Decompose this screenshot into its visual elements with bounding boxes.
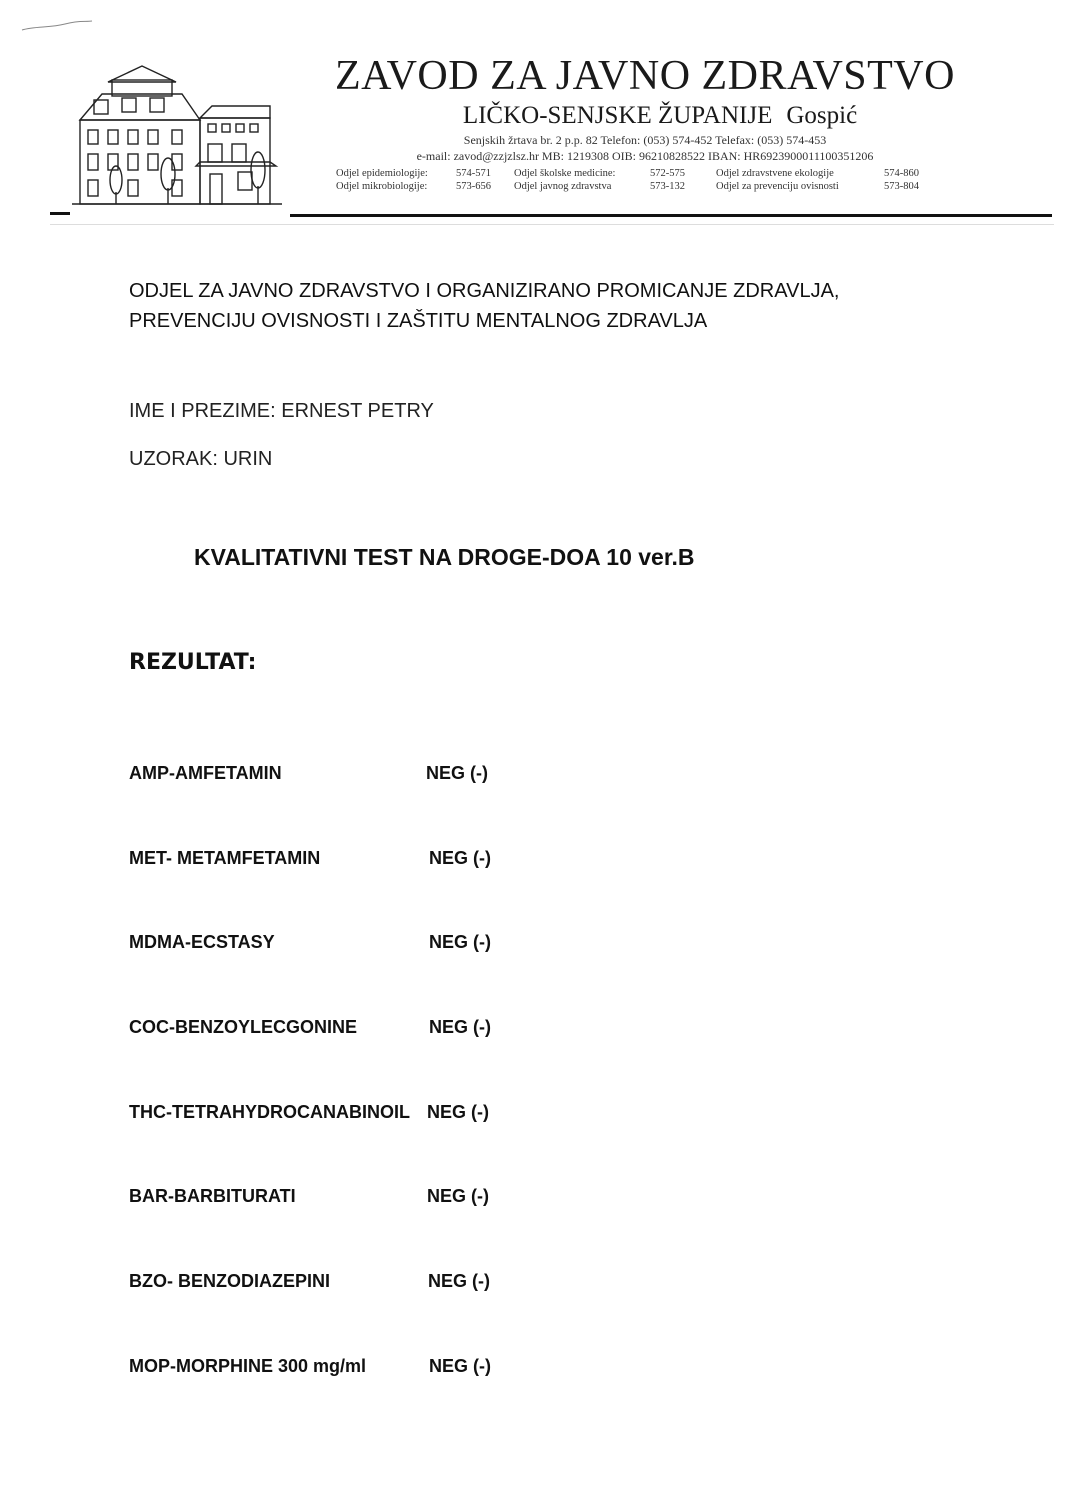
department-name: Odjel epidemiologije: bbox=[336, 168, 428, 179]
drug-name: THC-TETRAHYDROCANABINOIL bbox=[129, 1102, 410, 1122]
result-row bbox=[129, 848, 549, 872]
result-heading: REZULTAT: bbox=[129, 650, 257, 675]
department-phone: 573-656 bbox=[456, 181, 491, 192]
department-phone: 574-571 bbox=[456, 168, 491, 179]
drug-name: MET- METAMFETAMIN bbox=[129, 848, 321, 868]
drug-result: NEG (-) bbox=[427, 1186, 489, 1206]
department-phone-row bbox=[336, 167, 919, 180]
patient-name: IME I PREZIME: ERNEST PETRY bbox=[129, 400, 434, 422]
drug-name: BAR-BARBITURATI bbox=[129, 1186, 296, 1206]
department-name: Odjel školske medicine: bbox=[514, 168, 616, 179]
result-row bbox=[129, 1356, 549, 1380]
drug-result: NEG (-) bbox=[429, 848, 491, 868]
sample-type: UZORAK: URIN bbox=[129, 448, 273, 470]
drug-result: NEG (-) bbox=[429, 1017, 491, 1037]
drug-result: NEG (-) bbox=[428, 1271, 490, 1291]
department-phone: 574-860 bbox=[884, 168, 919, 179]
drug-name: MOP-MORPHINE 300 mg/ml bbox=[129, 1356, 367, 1376]
department-name: Odjel mikrobiologije: bbox=[336, 181, 428, 192]
city-name: Gospić bbox=[786, 102, 858, 129]
department-heading bbox=[129, 276, 839, 336]
drug-name: MDMA-ECSTASY bbox=[129, 932, 275, 952]
result-row bbox=[129, 1017, 549, 1041]
result-row bbox=[129, 763, 549, 787]
drug-result: NEG (-) bbox=[427, 1102, 489, 1122]
drug-result: NEG (-) bbox=[429, 1356, 491, 1376]
building-logo-icon bbox=[72, 62, 282, 208]
drug-name: BZO- BENZODIAZEPINI bbox=[129, 1271, 330, 1291]
institution-subtitle bbox=[290, 102, 1030, 130]
department-heading-line-1: ODJEL ZA JAVNO ZDRAVSTVO I ORGANIZIRANO PROMICANJE ZDRAVLJA, bbox=[129, 280, 840, 302]
department-phone: 572-575 bbox=[650, 168, 685, 179]
drug-name: AMP-AMFETAMIN bbox=[129, 763, 282, 783]
result-row bbox=[129, 1102, 549, 1126]
contact-line-1: Senjskih žrtava br. 2 p.p. 82 Telefon: (053) 574-452 Telefax: (053) 574-453 bbox=[463, 133, 827, 147]
result-row bbox=[129, 1271, 549, 1295]
department-phone: 573-132 bbox=[650, 181, 685, 192]
department-name: Odjel za prevenciju ovisnosti bbox=[716, 181, 839, 192]
header-rule-short bbox=[50, 212, 70, 215]
department-phone-list bbox=[336, 167, 919, 193]
contact-line-2: e-mail: zavod@zzjzlsz.hr MB: 1219308 OIB: 96210828522 IBAN: HR6923900011100351206 bbox=[416, 149, 874, 163]
institution-title: ZAVOD ZA JAVNO ZDRAVSTVO bbox=[335, 53, 955, 99]
result-row bbox=[129, 932, 549, 956]
drug-result: NEG (-) bbox=[429, 932, 491, 952]
header-rule bbox=[290, 214, 1052, 217]
department-heading-line-2: PREVENCIJU OVISNOSTI I ZAŠTITU MENTALNOG ZDRAVLJA bbox=[129, 310, 708, 332]
department-phone-row bbox=[336, 180, 919, 193]
test-title: KVALITATIVNI TEST NA DROGE-DOA 10 ver.B bbox=[194, 544, 695, 570]
drug-name: COC-BENZOYLECGONINE bbox=[129, 1017, 358, 1037]
result-row bbox=[129, 1186, 549, 1210]
department-name: Odjel zdravstvene ekologije bbox=[716, 168, 834, 179]
department-phone: 573-804 bbox=[884, 181, 919, 192]
pen-scribble-mark bbox=[20, 16, 100, 36]
county-name: LIČKO-SENJSKE ŽUPANIJE bbox=[462, 102, 773, 129]
drug-result: NEG (-) bbox=[426, 763, 488, 783]
header-rule-faint bbox=[50, 224, 1054, 225]
department-name: Odjel javnog zdravstva bbox=[514, 181, 612, 192]
